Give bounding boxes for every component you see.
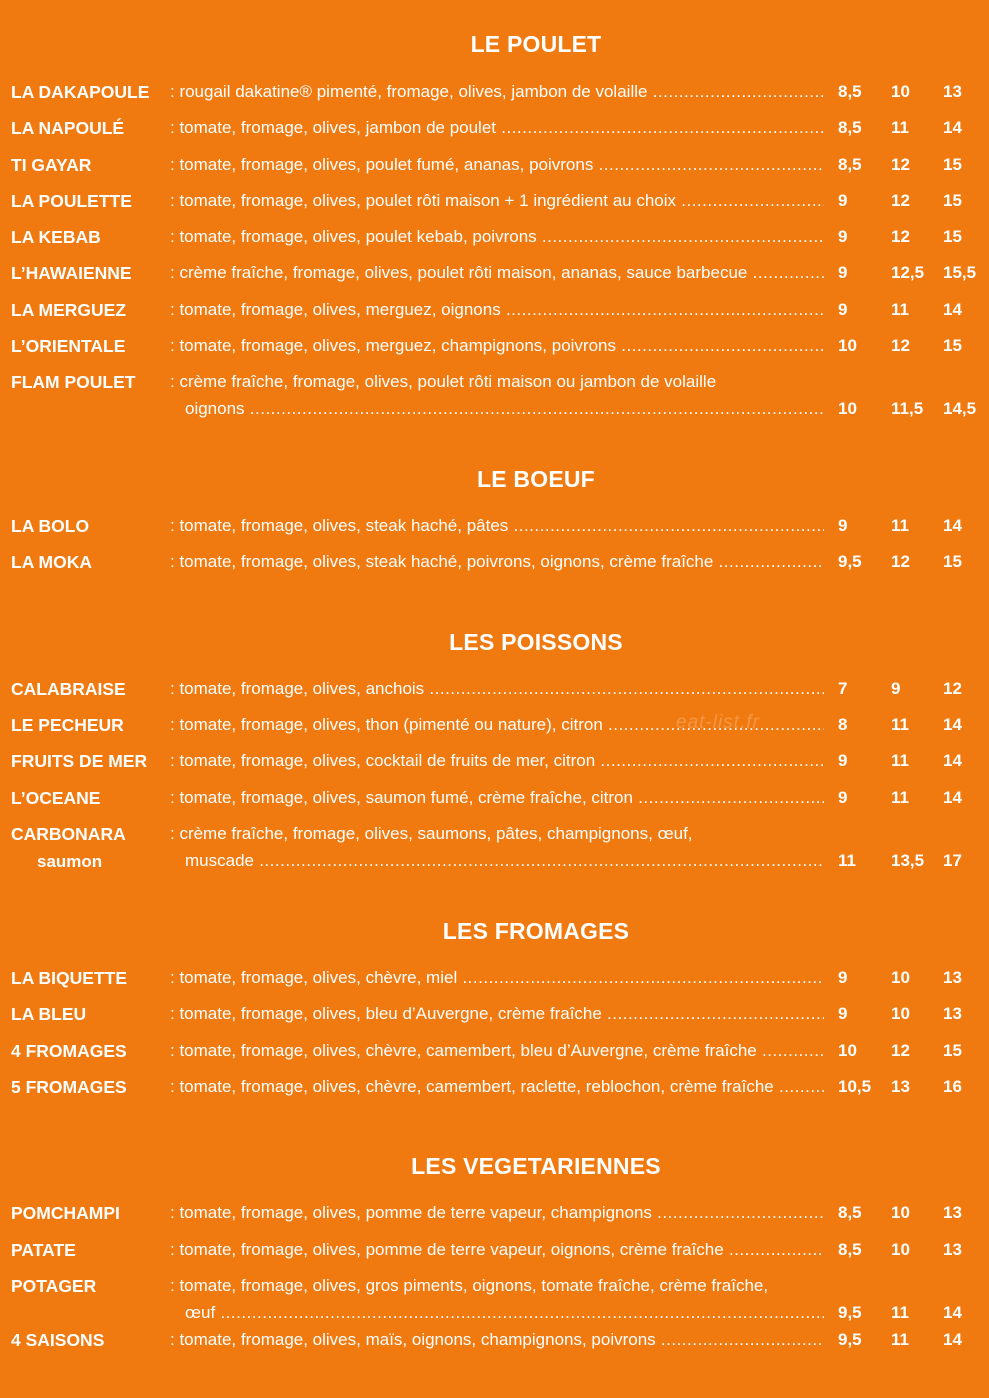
section-title: LES POISSONS (449, 629, 623, 655)
price-size-3: 14 (943, 300, 962, 319)
menu-item (0, 824, 989, 871)
item-description-continued (185, 399, 824, 419)
item-description-continued-text: oignons ..... (185, 399, 824, 418)
price-size-3: 15 (943, 1041, 962, 1060)
item-description-text: : tomate, fromage, olives, gros piments, oignons, tomate fraîche, crème fraîche, (170, 1276, 769, 1295)
item-name: LA NAPOULÉ (11, 118, 125, 138)
price-size-2: 12 (891, 336, 910, 355)
item-description-text: : tomate, fromage, olives, steak haché, poivrons, oignons, crème fraîche ..... (170, 552, 824, 571)
price-size-1: 9 (838, 191, 848, 210)
price-size-2: 13,5 (891, 851, 925, 870)
menu-item (0, 336, 989, 372)
item-name: CARBONARA (11, 824, 126, 844)
item-description-text: : tomate, fromage, olives, pomme de terre vapeur, champignons ..... (170, 1203, 824, 1222)
item-name: LA KEBAB (11, 227, 101, 247)
item-description (170, 1077, 824, 1097)
item-name: L’ORIENTALE (11, 336, 126, 356)
price-size-2: 12 (891, 155, 910, 174)
item-name: LE PECHEUR (11, 715, 124, 735)
section-title: LES FROMAGES (442, 918, 630, 944)
price-size-2: 10 (891, 1240, 910, 1259)
item-description-continued-text: muscade ..... (185, 851, 824, 870)
price-size-3: 15 (943, 336, 962, 355)
section-title: LE BOEUF (477, 466, 595, 492)
item-name: POMCHAMPI (11, 1203, 120, 1223)
item-description (170, 300, 824, 320)
price-size-3: 13 (943, 82, 962, 101)
price-size-3: 15,5 (943, 263, 977, 282)
price-size-2: 10 (891, 1004, 910, 1023)
item-description-text: : tomate, fromage, olives, chèvre, camembert, raclette, reblochon, crème fraîche ..... (170, 1077, 824, 1096)
price-size-2: 11,5 (891, 399, 924, 418)
price-size-2: 12 (891, 191, 910, 210)
item-description-continued (185, 851, 824, 871)
price-size-2: 9 (891, 679, 901, 698)
menu-item (0, 1276, 989, 1322)
menu-item (0, 300, 989, 336)
price-size-1: 9 (838, 788, 848, 807)
menu-item (0, 516, 989, 552)
item-name: LA POULETTE (11, 191, 132, 211)
price-size-2: 10 (891, 1203, 910, 1222)
price-size-1: 9,5 (838, 552, 862, 571)
item-description-text: : tomate, fromage, olives, bleu d’Auvergne, crème fraîche ..... (170, 1004, 824, 1023)
price-size-1: 8,5 (838, 155, 862, 174)
price-size-2: 12 (891, 1041, 910, 1060)
price-size-3: 15 (943, 155, 962, 174)
price-size-3: 14,5 (943, 399, 977, 418)
price-size-1: 8,5 (838, 118, 862, 137)
price-size-1: 10 (838, 336, 857, 355)
menu-item (0, 155, 989, 191)
price-size-3: 14 (943, 516, 962, 535)
item-name: LA BIQUETTE (11, 968, 128, 988)
menu-item (0, 1240, 989, 1276)
item-description (170, 1203, 824, 1223)
price-size-1: 8 (838, 715, 848, 734)
menu-item (0, 1041, 989, 1077)
price-size-3: 14 (943, 1330, 962, 1349)
item-name: 5 FROMAGES (11, 1077, 127, 1097)
item-description (170, 968, 824, 988)
price-size-1: 9 (838, 516, 848, 535)
item-name: CALABRAISE (11, 679, 126, 699)
menu-item (0, 263, 989, 299)
price-size-3: 14 (943, 788, 962, 807)
item-name-sub: saumon (37, 852, 103, 871)
item-name: 4 SAISONS (11, 1330, 105, 1350)
price-size-2: 11 (891, 516, 909, 535)
item-name: LA DAKAPOULE (11, 82, 150, 102)
item-name: 4 FROMAGES (11, 1041, 127, 1061)
item-description-text: : tomate, fromage, olives, anchois ..... (170, 679, 824, 698)
menu-item (0, 679, 989, 715)
price-size-1: 11 (838, 851, 856, 870)
item-name: LA MERGUEZ (11, 300, 127, 320)
item-description (170, 336, 824, 356)
item-description-text: : tomate, fromage, olives, jambon de poulet ..... (170, 118, 824, 137)
price-size-1: 8,5 (838, 82, 862, 101)
item-description (170, 1004, 824, 1024)
price-size-2: 12 (891, 227, 910, 246)
item-name: L’OCEANE (11, 788, 101, 808)
item-name: POTAGER (11, 1276, 97, 1296)
item-description (170, 82, 824, 102)
price-size-1: 8,5 (838, 1203, 862, 1222)
price-size-2: 11 (891, 788, 909, 807)
item-description (170, 1276, 824, 1296)
section-title: LE POULET (470, 31, 602, 57)
item-description-continued (185, 1303, 824, 1323)
item-name: LA BLEU (11, 1004, 87, 1024)
price-size-3: 12 (943, 679, 962, 698)
price-size-3: 14 (943, 715, 962, 734)
price-size-2: 12,5 (891, 263, 925, 282)
watermark: eat-list.fr (676, 712, 760, 733)
item-name: L’HAWAIENNE (11, 263, 132, 283)
price-size-1: 8,5 (838, 1240, 862, 1259)
item-description-text: : tomate, fromage, olives, pomme de terre vapeur, oignons, crème fraîche ..... (170, 1240, 824, 1259)
item-description-text: : tomate, fromage, olives, maïs, oignons, champignons, poivrons ..... (170, 1330, 824, 1349)
item-description-text: : tomate, fromage, olives, merguez, oignons ..... (170, 300, 824, 319)
item-description-continued-text: œuf ..... (185, 1303, 824, 1322)
item-description (170, 191, 824, 211)
menu-item (0, 227, 989, 263)
item-description-text: : crème fraîche, fromage, olives, poulet rôti maison, ananas, sauce barbecue ..... (170, 263, 824, 282)
price-size-1: 10 (838, 1041, 857, 1060)
menu-item (0, 1330, 989, 1366)
menu-item (0, 751, 989, 787)
price-size-2: 11 (891, 118, 909, 137)
price-size-1: 10 (838, 399, 857, 418)
price-size-3: 13 (943, 1203, 962, 1222)
item-description-text: : crème fraîche, fromage, olives, poulet rôti maison ou jambon de volaille (170, 372, 717, 391)
item-name: LA BOLO (11, 516, 90, 536)
menu-item (0, 1004, 989, 1040)
item-description-text: : tomate, fromage, olives, chèvre, camembert, bleu d’Auvergne, crème fraîche ..... (170, 1041, 824, 1060)
item-description (170, 372, 824, 392)
price-size-1: 7 (838, 679, 848, 698)
price-size-3: 15 (943, 191, 962, 210)
menu-item (0, 372, 989, 418)
item-description (170, 118, 824, 138)
item-description-text: : tomate, fromage, olives, merguez, champignons, poivrons ..... (170, 336, 824, 355)
item-description (170, 155, 824, 175)
price-size-2: 12 (891, 552, 910, 571)
item-description-text: : tomate, fromage, olives, poulet fumé, ananas, poivrons ..... (170, 155, 824, 174)
item-description (170, 263, 824, 283)
item-description-text: : tomate, fromage, olives, saumon fumé, crème fraîche, citron ..... (170, 788, 824, 807)
item-description-text: : tomate, fromage, olives, poulet kebab, poivrons ..... (170, 227, 824, 246)
item-description-text: : tomate, fromage, olives, chèvre, miel ..... (170, 968, 824, 987)
price-size-3: 14 (943, 118, 962, 137)
price-size-1: 9 (838, 1004, 848, 1023)
price-size-2: 11 (891, 300, 909, 319)
item-description (170, 788, 824, 808)
item-description (170, 1330, 824, 1350)
item-description (170, 516, 824, 536)
item-name: FLAM POULET (11, 372, 136, 392)
price-size-3: 13 (943, 968, 962, 987)
menu-item (0, 118, 989, 154)
menu-item (0, 552, 989, 588)
menu-item (0, 715, 989, 751)
price-size-3: 14 (943, 751, 962, 770)
item-name: FRUITS DE MER (11, 751, 148, 771)
price-size-3: 17 (943, 851, 962, 870)
menu-item (0, 788, 989, 824)
item-description (170, 679, 824, 699)
menu-item (0, 191, 989, 227)
menu-item (0, 82, 989, 118)
price-size-2: 11 (891, 1330, 909, 1349)
price-size-1: 9 (838, 227, 848, 246)
section-title: LES VEGETARIENNES (411, 1153, 661, 1179)
price-size-1: 9 (838, 263, 848, 282)
item-description-text: : tomate, fromage, olives, steak haché, pâtes ..... (170, 516, 824, 535)
item-description-text: : tomate, fromage, olives, thon (pimenté ou nature), citron ..... (170, 715, 824, 734)
price-size-2: 11 (891, 1303, 909, 1322)
menu-item (0, 1203, 989, 1239)
price-size-1: 9,5 (838, 1303, 862, 1322)
price-size-1: 10,5 (838, 1077, 872, 1096)
price-size-2: 11 (891, 751, 909, 770)
price-size-3: 13 (943, 1240, 962, 1259)
item-description-text: : tomate, fromage, olives, poulet rôti maison + 1 ingrédient au choix ..... (170, 191, 824, 210)
item-name: LA MOKA (11, 552, 93, 572)
price-size-1: 9 (838, 968, 848, 987)
price-size-3: 15 (943, 552, 962, 571)
item-description (170, 1240, 824, 1260)
menu-item (0, 1077, 989, 1113)
price-size-1: 9,5 (838, 1330, 862, 1349)
item-description (170, 227, 824, 247)
price-size-1: 9 (838, 300, 848, 319)
item-description-text: : tomate, fromage, olives, cocktail de fruits de mer, citron ..... (170, 751, 824, 770)
item-description (170, 751, 824, 771)
item-description (170, 824, 824, 844)
price-size-1: 9 (838, 751, 848, 770)
item-name: PATATE (11, 1240, 76, 1260)
item-description (170, 1041, 824, 1061)
price-size-2: 10 (891, 968, 910, 987)
item-name: TI GAYAR (11, 155, 92, 175)
price-size-3: 15 (943, 227, 962, 246)
price-size-2: 10 (891, 82, 910, 101)
price-size-3: 14 (943, 1303, 962, 1322)
price-size-2: 11 (891, 715, 909, 734)
item-description (170, 552, 824, 572)
price-size-3: 16 (943, 1077, 962, 1096)
price-size-2: 13 (891, 1077, 910, 1096)
item-description-text: : rougail dakatine® pimenté, fromage, olives, jambon de volaille ..... (170, 82, 824, 101)
menu-item (0, 968, 989, 1004)
item-description-text: : crème fraîche, fromage, olives, saumons, pâtes, champignons, œuf, (170, 824, 693, 843)
price-size-3: 13 (943, 1004, 962, 1023)
